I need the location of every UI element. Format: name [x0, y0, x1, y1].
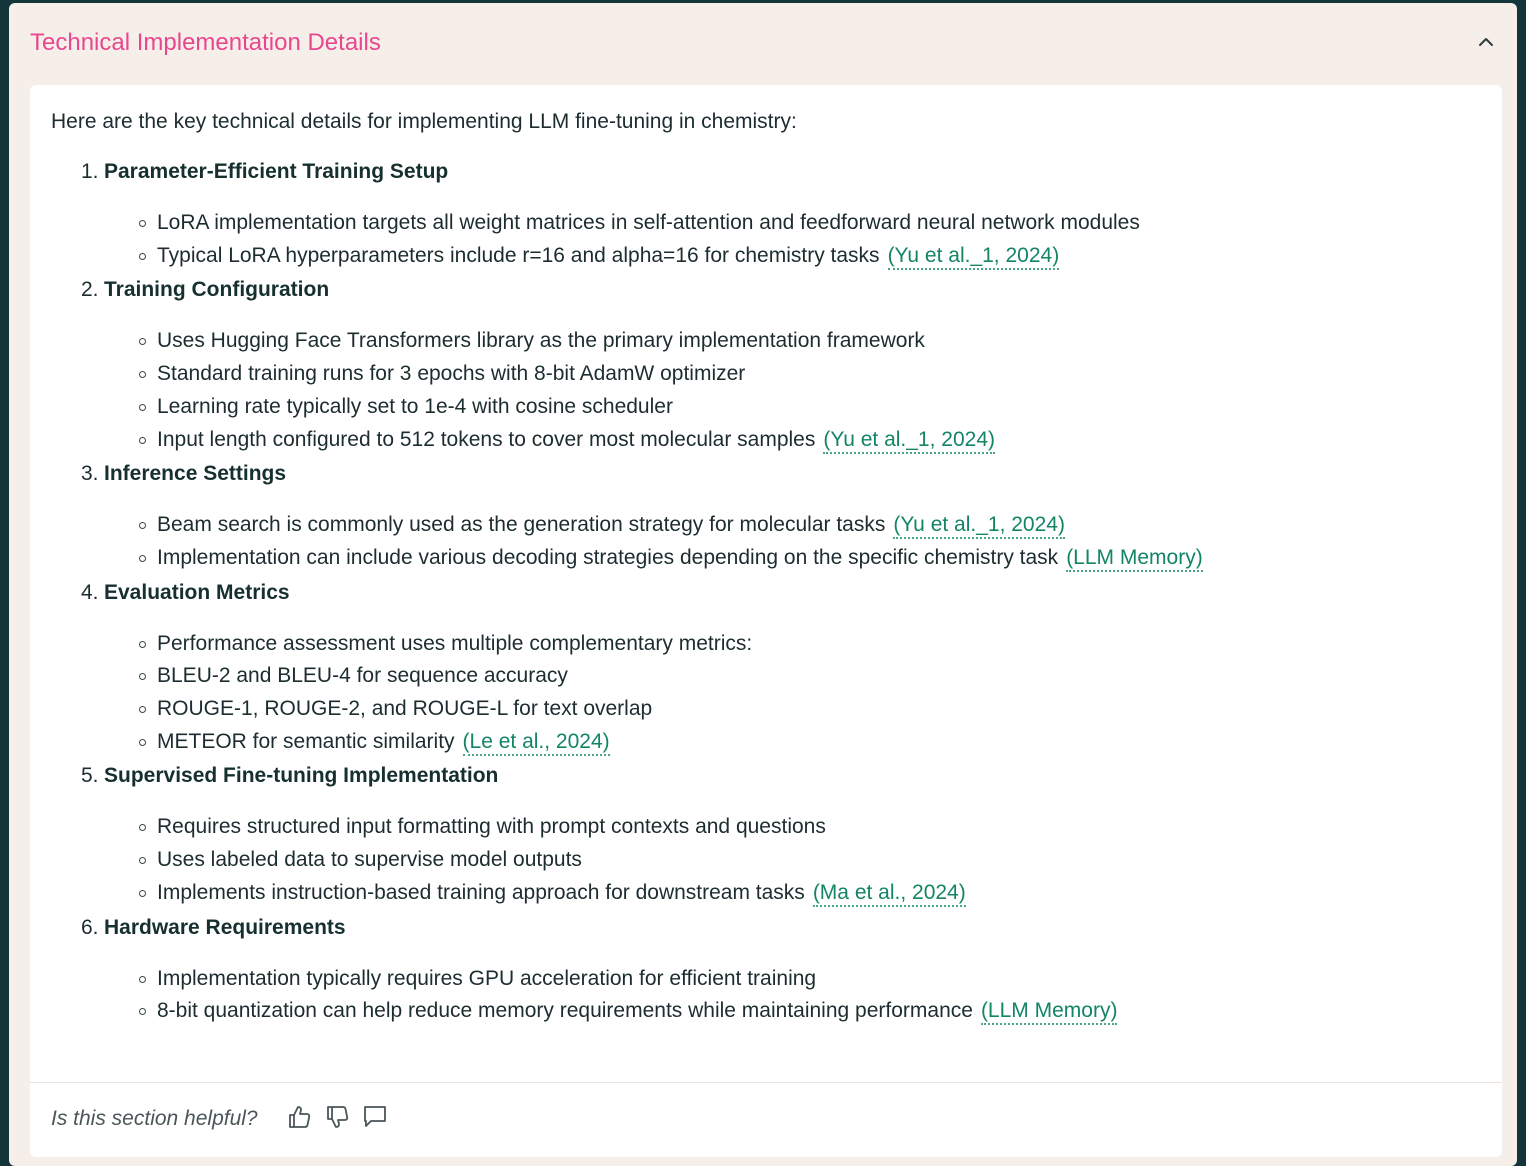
thumbs-up-icon[interactable] — [285, 1103, 313, 1131]
bullet-item — [104, 660, 1482, 693]
bullet-circle-icon — [139, 437, 146, 444]
item-number: 3. — [81, 462, 99, 486]
bullet-text: Implementation can include various decoding strategies depending on the specific chemistry task — [157, 545, 1059, 569]
bullet-item — [104, 542, 1482, 575]
section-panel — [9, 3, 1517, 1166]
detail-item — [51, 275, 1482, 456]
chevron-up-icon[interactable] — [1477, 33, 1495, 51]
bullet-item — [104, 391, 1482, 424]
detail-item — [51, 459, 1482, 574]
thumbs-down-icon[interactable] — [323, 1103, 351, 1131]
bullet-text: Typical LoRA hyperparameters include r=16 and alpha=16 for chemistry tasks — [157, 243, 880, 267]
bullet-item — [104, 325, 1482, 358]
bullet-text: Uses labeled data to supervise model outputs — [157, 848, 582, 872]
item-number: 1. — [81, 160, 99, 183]
bullet-item — [104, 995, 1482, 1028]
bullet-circle-icon — [139, 404, 146, 411]
bullet-circle-icon — [139, 673, 146, 680]
item-number: 5. — [81, 764, 99, 788]
citation-link[interactable]: (Le et al., 2024) — [463, 730, 610, 756]
bullet-circle-icon — [139, 641, 146, 648]
citation-link[interactable]: (Yu et al._1, 2024) — [893, 513, 1065, 539]
bullet-item — [104, 240, 1482, 273]
bullet-item — [104, 726, 1482, 759]
citation-link[interactable]: (Yu et al._1, 2024) — [823, 428, 995, 454]
item-heading: Evaluation Metrics — [104, 580, 290, 604]
bullet-text: Implementation typically requires GPU acceleration for efficient training — [157, 966, 817, 990]
bullet-circle-icon — [139, 555, 146, 562]
bullet-text: Performance assessment uses multiple complementary metrics: — [157, 631, 753, 655]
bullet-item — [104, 693, 1482, 726]
bullet-text: BLEU-2 and BLEU-4 for sequence accuracy — [157, 664, 568, 688]
section-content-card — [30, 85, 1502, 1157]
section-title[interactable]: Technical Implementation Details — [30, 29, 381, 56]
section-header[interactable] — [9, 3, 1517, 83]
bullet-circle-icon — [139, 253, 146, 260]
item-heading: Supervised Fine-tuning Implementation — [104, 764, 499, 788]
feedback-question: Is this section helpful? — [51, 1107, 258, 1130]
bullet-circle-icon — [139, 522, 146, 529]
bullet-circle-icon — [139, 857, 146, 864]
item-heading: Parameter-Efficient Training Setup — [104, 160, 449, 183]
bullet-circle-icon — [139, 220, 146, 227]
item-heading: Hardware Requirements — [104, 915, 346, 939]
bullet-circle-icon — [139, 706, 146, 713]
bullet-text: Learning rate typically set to 1e-4 with cosine scheduler — [157, 394, 673, 418]
bullet-text: Implements instruction-based training approach for downstream tasks — [157, 880, 805, 904]
bullet-list — [104, 811, 1482, 909]
item-heading: Inference Settings — [104, 462, 287, 486]
bullet-list — [104, 509, 1482, 574]
item-number: 6. — [81, 915, 99, 939]
bullet-item — [104, 509, 1482, 542]
bullet-circle-icon — [139, 976, 146, 983]
item-heading: Training Configuration — [104, 278, 330, 302]
detail-item — [51, 913, 1482, 1028]
citation-link[interactable]: (Yu et al._1, 2024) — [888, 244, 1060, 270]
bullet-item — [104, 358, 1482, 391]
bullet-item — [104, 811, 1482, 844]
citation-link[interactable]: (Ma et al., 2024) — [813, 881, 966, 907]
bullet-circle-icon — [139, 824, 146, 831]
bullet-item — [104, 424, 1482, 457]
bullet-circle-icon — [139, 1008, 146, 1015]
bullet-circle-icon — [139, 890, 146, 897]
detail-item — [51, 761, 1482, 909]
details-list — [51, 157, 1482, 1028]
citation-link[interactable]: (LLM Memory) — [1066, 546, 1203, 572]
bullet-text: Beam search is commonly used as the generation strategy for molecular tasks — [157, 513, 886, 537]
bullet-item — [104, 207, 1482, 240]
bullet-item — [104, 877, 1482, 910]
detail-item — [51, 157, 1482, 272]
bullet-list — [104, 963, 1482, 1028]
bullet-text: METEOR for semantic similarity — [157, 729, 455, 753]
section-content — [51, 107, 1482, 1031]
detail-item — [51, 578, 1482, 759]
bullet-item — [104, 628, 1482, 661]
bullet-item — [104, 844, 1482, 877]
item-number: 2. — [81, 278, 99, 302]
bullet-circle-icon — [139, 338, 146, 345]
bullet-text: Requires structured input formatting with prompt contexts and questions — [157, 815, 826, 839]
bullet-item — [104, 963, 1482, 996]
feedback-bar — [30, 1082, 1502, 1157]
bullet-text: Input length configured to 512 tokens to cover most molecular samples — [157, 427, 816, 451]
intro-text: Here are the key technical details for implementing LLM fine-tuning in chemistry: — [51, 110, 797, 133]
item-number: 4. — [81, 580, 99, 604]
bullet-text: 8-bit quantization can help reduce memory requirements while maintaining performance — [157, 999, 973, 1023]
bullet-text: Uses Hugging Face Transformers library as the primary implementation framework — [157, 329, 925, 353]
bullet-list — [104, 207, 1482, 272]
comment-icon[interactable] — [361, 1103, 389, 1131]
bullet-circle-icon — [139, 739, 146, 746]
citation-link[interactable]: (LLM Memory) — [981, 999, 1118, 1025]
bullet-text: LoRA implementation targets all weight matrices in self-attention and feedforward neural network modules — [157, 211, 1140, 234]
bullet-text: ROUGE-1, ROUGE-2, and ROUGE-L for text overlap — [157, 697, 653, 721]
bullet-text: Standard training runs for 3 epochs with 8-bit AdamW optimizer — [157, 362, 746, 386]
bullet-list — [104, 325, 1482, 456]
bullet-circle-icon — [139, 371, 146, 378]
bullet-list — [104, 628, 1482, 759]
